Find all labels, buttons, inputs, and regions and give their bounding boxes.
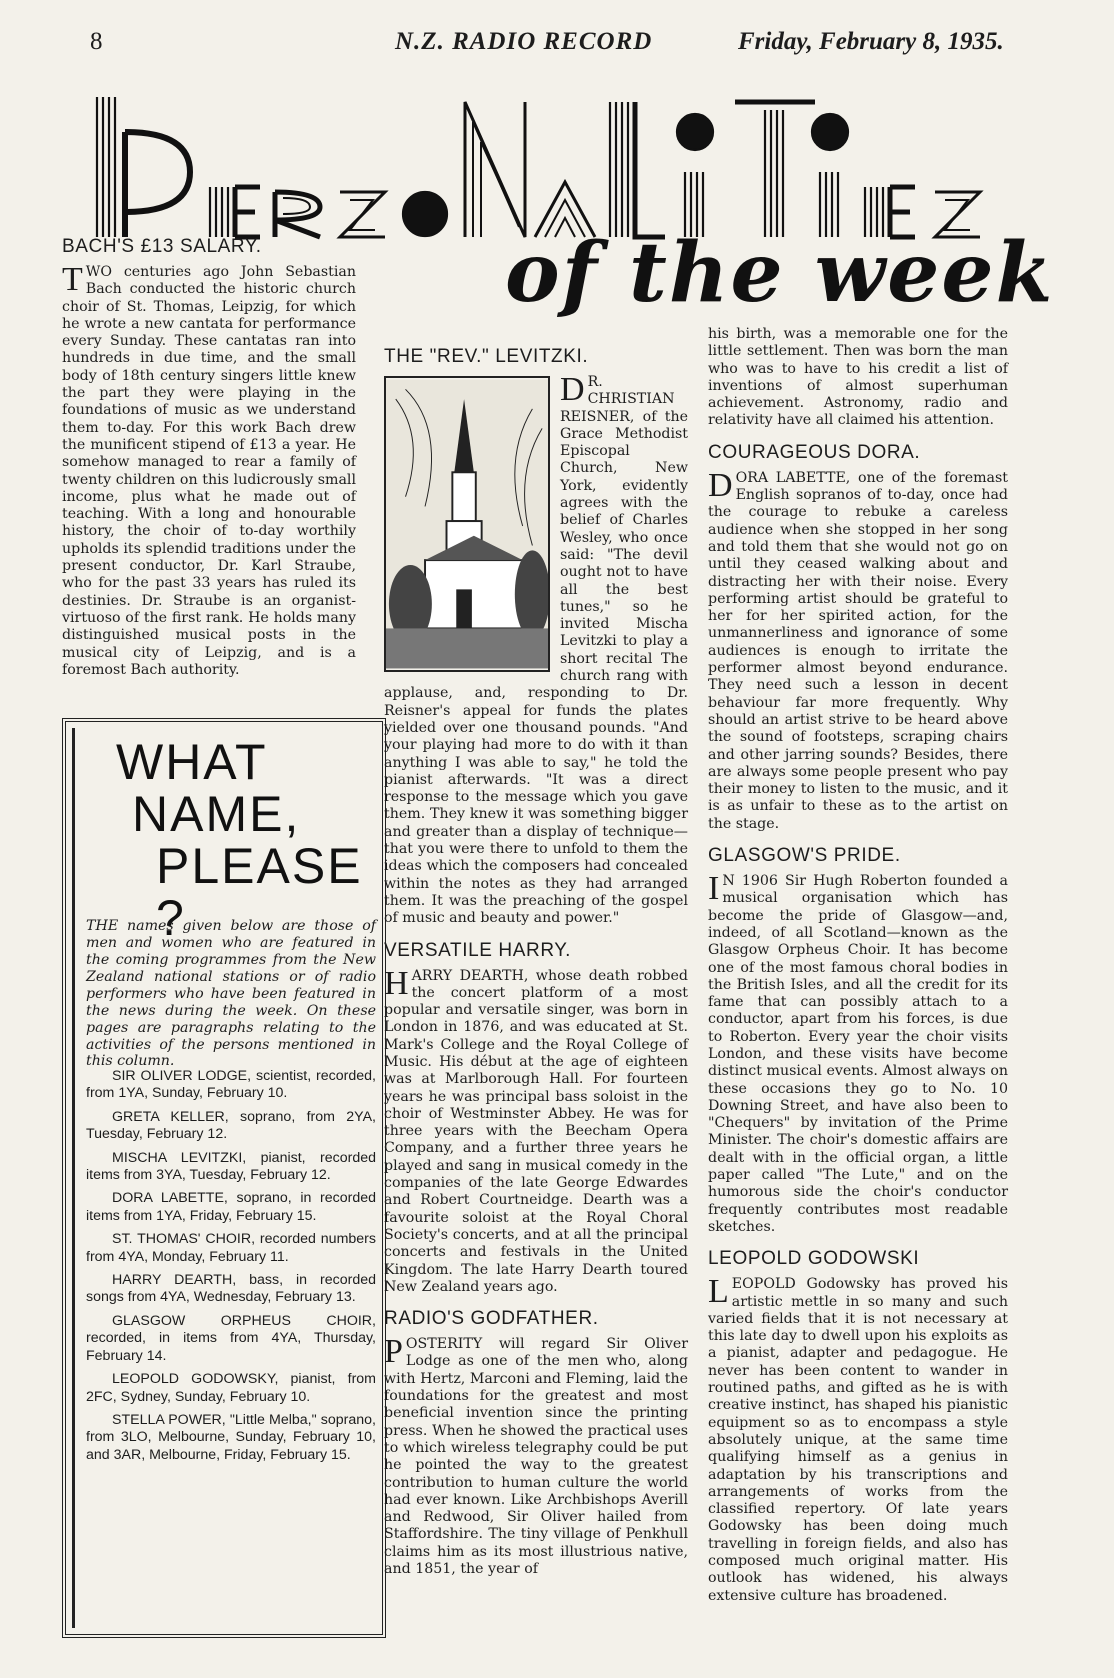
subtitle-word-week: week: [814, 225, 1055, 321]
article-heading: VERSATILE HARRY.: [384, 939, 572, 961]
drop-cap: T: [62, 261, 83, 298]
list-item: DORA LABETTE, soprano, in recorded items from 1YA, Friday, February 15.: [86, 1190, 376, 1224]
masthead-letter-o-dot: [403, 192, 447, 236]
list-item: STELLA POWER, "Little Melba," soprano, from 3LO, Melbourne, Sunday, February 10, and 3AR, Melbourne, Friday, February 15.: [86, 1411, 376, 1463]
list-item: HARRY DEARTH, bass, in recorded songs from 4YA, Wednesday, February 13.: [86, 1272, 376, 1306]
list-item: LEOPOLD GODOWSKY, pianist, from 2FC, Sydney, Sunday, February 10.: [86, 1371, 376, 1405]
masthead-letter-p: [97, 97, 190, 237]
article-bach: [62, 236, 356, 679]
drop-cap: D: [560, 371, 585, 408]
box-intro: THE names given below are those of men and women who are featured in the coming programmes from the New Zealand national stations or of radio performers who have been featured in the news during the week. On these pages are paragraphs relating to the activities of the persons mentioned in this column.: [86, 918, 376, 1070]
article-godowski: [708, 1248, 1008, 1605]
drop-cap: L: [708, 1273, 729, 1311]
column-1: [62, 236, 356, 691]
box-entries: [86, 1068, 376, 1470]
drop-cap: I: [708, 870, 720, 908]
issue-date: Friday, February 8, 1935.: [738, 28, 1004, 55]
article-heading: LEOPOLD GODOWSKI: [708, 1248, 920, 1270]
publication-name: N.Z. RADIO RECORD: [395, 28, 653, 55]
list-item: MISCHA LEVITZKI, pianist, recorded items from 3YA, Tuesday, February 12.: [86, 1149, 376, 1184]
masthead-letter-r: [275, 192, 320, 237]
list-item: SIR OLIVER LODGE, scientist, recorded, from 1YA, Sunday, February 10.: [86, 1068, 376, 1102]
list-item: GLASGOW ORPHEUS CHOIR, recorded, in items from 4YA, Thursday, February 14.: [86, 1312, 376, 1364]
article-body: TWO centuries ago John Sebastian Bach conducted the historic church choir of St. Thomas, Leipzig, for which he wrote a new cantata for performance every Sunday. These cantatas ran into hundreds in due time, and the small body of 18th century singers little knew the part they were playing in the foundations of music as we understand them to-day. For this work Bach drew the munificent stipend of £13 a year. He somehow managed to rear a family of twenty children on this ludicrously small income, plus what he made out of teaching. With a long and honourable history, the choir of to-day worthily upholds its splendid traditions under the present conductor, Dr. Karl Straube, who for the past 33 years has ruled its destinies. Dr. Straube is an organist-virtuoso of the first rank. He holds many distinguished musical posts in the musical city of Leipzig, and is a foremost Bach authority.: [62, 261, 356, 678]
what-name-please-box: [62, 718, 386, 1638]
article-body: D R. CHRISTIAN REISNER, of the Grace Methodist Episcopal Church, New York, evidently agrees with the belief of Charles Wesley, who once said: "The devil ought not to have all the best tunes," so he invited Mischa Levitzki to play a short recital The church rang with applause, and, responding to Dr. Reisner's appeal for funds the plates yielded over one thousand pounds. "And your playing had more to do with it than anything I was able to say," he told the pianist afterwards. "It was a direct response to the message which you gave them. They knew it was something bigger and greater than a display of technique—that you were there to unfold to them the ideas which the composers had concealed within the notes as they had arranged them. It was the preaching of the gospel of music and beauty and power.": [384, 371, 688, 927]
church-illustration: [384, 376, 550, 672]
page-number: 8: [90, 28, 103, 55]
page-header: [0, 28, 1114, 62]
column-2: [384, 346, 688, 1590]
article-body: I N 1906 Sir Hugh Roberton founded a musical organisation which has become the pride of Glasgow—and, indeed, of all Scotland—known as the Glasgow Orpheus Choir. It has become one of the most famous choral bodies in the British Isles, and all the credit for its fame that can possibly attach to a conductor, apart from his forces, is due to Roberton. Every year the choir visits London, and these visits have become distinct musical events. Almost always on these occasions they go to No. 10 Downing Street, and have also been to "Chequers" by invitation of the Prime Minister. The choir's domestic affairs are dealt with in the official organ, a little paper called "The Lute," and on the humorous side the choir's conductor frequently contributes most readable sketches.: [708, 870, 1008, 1235]
article-body: his birth, was a memorable one for the little settlement. Then was born the man who was to have to his credit a list of inventions of almost superhuman achievement. Astronomy, radio and relativity have all claimed his attention.: [708, 326, 1008, 429]
article-heading: COURAGEOUS DORA.: [708, 441, 921, 463]
article-body: LEOPOLD Godowsky has proved his artistic mettle in so many and such varied fields that it is not necessary at this late day to dwell upon his exploits as a pianist, adapter and pedagogue. He never has been content to wander in routined paths, and gifted as he is with creative instinct, has shaped his pianistic equipment so as to encompass a style absolutely unique, at the same time qualifying himself as a genius in adaptation by his transcriptions and arrangements of works from the classified repertory. Of late years Godowsky has been doing much travelling in foreign fields, and also has composed much original matter. His outlook has widened, his always extensive culture has broadened.: [708, 1273, 1008, 1604]
article-body: HARRY DEARTH, whose death robbed the concert platform of a most popular and versatile singer, was born in London in 1876, and was educated at St. Mark's College and the Royal College of Music. His début at the age of eighteen was at Marlborough Hall. For fourteen years he was principal bass soloist in the choir of Westminster Abbey. He was for three years with the Beecham Opera Company, and a further three years he played and sang in musical comedy in the companies of the late George Edwardes and Robert Courtneidge. Dearth was a favourite soloist at the Royal Choral Society's concerts, and at all the principal concerts and festivals in the United Kingdom. The late Harry Dearth toured New Zealand years ago.: [384, 964, 688, 1295]
article-heading: RADIO'S GODFATHER.: [384, 1308, 599, 1330]
drop-cap: P: [384, 1333, 403, 1371]
article-godfather: [384, 1308, 688, 1578]
column-3: [708, 326, 1008, 1617]
list-item: ST. THOMAS' CHOIR, recorded numbers from 4YA, Monday, February 11.: [86, 1231, 376, 1265]
article-body: POSTERITY will regard Sir Oliver Lodge as one of the men who, along with Hertz, Marconi and Fleming, laid the foundations for the greatest and most beneficial invention since the printing press. When he showed the practical uses to which wireless telegraphy could be put he pointed the way to the greatest contribution to human culture the world had ever known. Like Archbishops Averill and Redwood, Sir Oliver hailed from Staffordshire. The tiny village of Penkhull claims him as its most illustrious native, and 1851, the year of: [384, 1333, 688, 1577]
masthead-letter-s1: [340, 192, 385, 237]
article-godfather-continued: [708, 326, 1008, 430]
subtitle-word-the: the: [628, 225, 785, 321]
masthead-letter-e1: [210, 187, 260, 237]
drop-cap: H: [384, 964, 409, 1002]
subtitle-word-of: of: [505, 225, 599, 321]
article-heading: THE "REV." LEVITZKI.: [384, 346, 589, 367]
article-body: DORA LABETTE, one of the foremast English sopranos of to-day, once had the courage to rebuke a careless audience when she stopped in her song and told them that she would not go on until they ceased walking about and distracting her with their noise. Every performing artist should be grateful to her for her spirited action, for the unmannerliness and ignorance of some audiences is enough to irritate the performer almost beyond endurance. They need such a lesson in decent behaviour far more frequently. Why should an artist strive to be heard above the sound of footsteps, scraping chairs and other jarring sounds? Besides, there are always some people present who pay their money to listen to the music, and it is as unfair to these as to the artist on the stage.: [708, 466, 1008, 832]
masthead-letter-n: [465, 102, 525, 237]
box-title-line: NAME,: [132, 786, 301, 842]
box-title-line: WHAT: [116, 734, 268, 790]
masthead-title: [95, 92, 1075, 242]
masthead-subtitle: [505, 225, 1084, 321]
article-heading: GLASGOW'S PRIDE.: [708, 845, 901, 867]
drop-cap: D: [708, 466, 733, 504]
article-dora: [708, 442, 1008, 833]
article-harry: [384, 940, 688, 1297]
box-title-line: PLEASE ?: [156, 838, 363, 946]
list-item: GRETA KELLER, soprano, from 2YA, Tuesday, February 12.: [86, 1108, 376, 1143]
box-title: [96, 736, 382, 944]
article-heading: BACH'S £13 SALARY.: [62, 236, 262, 257]
masthead-letter-l: [610, 102, 665, 237]
masthead-letter-t: [735, 102, 815, 237]
article-levitzki: [384, 346, 688, 928]
article-glasgow: [708, 845, 1008, 1236]
